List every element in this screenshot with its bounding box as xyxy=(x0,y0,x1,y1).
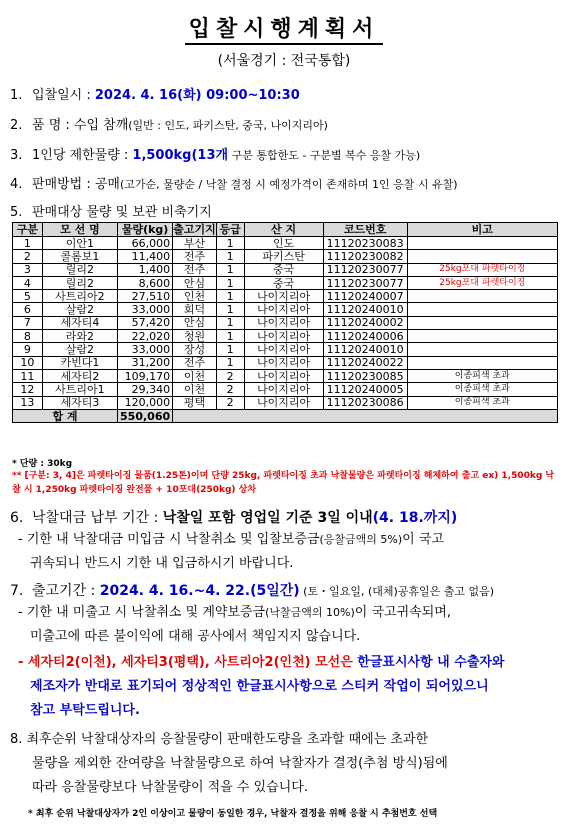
table-row xyxy=(13,237,558,250)
table-cell: 1 xyxy=(216,290,244,303)
table-cell: 파키스탄 xyxy=(244,250,323,263)
section-1: 1. 입찰일시 : 2024. 4. 16(화) 09:00~10:30 xyxy=(10,88,300,103)
table-cell: 6 xyxy=(13,303,43,316)
table-cell: 11120240005 xyxy=(323,383,407,396)
table-row xyxy=(13,263,558,276)
table-cell: 중국 xyxy=(244,263,323,276)
table-cell: 11 xyxy=(13,369,43,382)
table-cell: 전주 xyxy=(173,263,217,276)
table-cell: 안심 xyxy=(173,276,217,289)
table-cell: 카빈다1 xyxy=(42,356,117,369)
table-cell: 회덕 xyxy=(173,303,217,316)
table-cell: 안심 xyxy=(173,316,217,329)
table-cell: 3 xyxy=(13,263,43,276)
column-header: 구분 xyxy=(13,223,43,237)
table-cell: 13 xyxy=(13,396,43,409)
table-cell: 2 xyxy=(216,383,244,396)
table-row xyxy=(13,316,558,329)
table-cell: 29,340 xyxy=(118,383,173,396)
table-cell: 나이지리아 xyxy=(244,383,323,396)
total-value: 550,060 xyxy=(118,409,173,422)
table-cell: 8,600 xyxy=(118,276,173,289)
table-cell: 11120230082 xyxy=(323,250,407,263)
table-cell: 11120240007 xyxy=(323,290,407,303)
table-cell: 1,400 xyxy=(118,263,173,276)
table-cell: 중국 xyxy=(244,276,323,289)
stock-table xyxy=(12,222,558,423)
column-header: 비고 xyxy=(407,223,557,237)
section-3: 3. 1인당 제한물량 : 1,500kg(13개 구분 통합한도 - 구분별 복수 응찰 가능) xyxy=(10,148,421,163)
table-cell: 25kg포대 파렛타이징 xyxy=(407,263,557,276)
table-cell: 1 xyxy=(216,263,244,276)
table-cell: 25kg포대 파렛타이징 xyxy=(407,276,557,289)
page-subtitle: (서울경기 : 전국통합) xyxy=(217,53,351,69)
table-row xyxy=(13,383,558,396)
table-cell: 4 xyxy=(13,276,43,289)
table-cell: 인도 xyxy=(244,237,323,250)
table-row xyxy=(13,290,558,303)
table-cell: 세자티3 xyxy=(42,396,117,409)
table-cell: 11120240006 xyxy=(323,330,407,343)
table-cell: 청원 xyxy=(173,330,217,343)
table-cell: 1 xyxy=(216,303,244,316)
table-cell: 장성 xyxy=(173,343,217,356)
table-cell: 전주 xyxy=(173,250,217,263)
table-row xyxy=(13,250,558,263)
section-8: 8. 최후순위 낙찰대상자의 응찰물량이 판매한도량을 초과할 때에는 초과한 물량을 제외한 잔여량을 낙찰물량으로 하여 낙찰자가 결정(추첨 방식)됨에 따라 응찰물량보다 낙찰물량이 적을 수 있습니다. xyxy=(10,732,448,795)
table-cell: 109,170 xyxy=(118,369,173,382)
table-cell: 22,020 xyxy=(118,330,173,343)
table-cell: 10 xyxy=(13,356,43,369)
table-cell: 1 xyxy=(13,237,43,250)
table-cell: 120,000 xyxy=(118,396,173,409)
table-cell: 인천 xyxy=(173,290,217,303)
table-cell: 11120230086 xyxy=(323,396,407,409)
footnote-pallet: ** [구분: 3, 4]은 파렛타이징 물품(1.25톤)이며 단량 25kg, 파렛타이징 초과 낙찰물량은 파렛타이징 해체하여 출고 ex) 1,500kg 낙찰 시 1,250kg 파렛타이징 완전품 + 10포대(250kg) 상차 xyxy=(12,471,555,495)
table-cell: 이종피색 초과 xyxy=(407,383,557,396)
page-title: 입찰시행계획서 xyxy=(0,12,568,43)
table-cell: 살람2 xyxy=(42,343,117,356)
table-row xyxy=(13,330,558,343)
column-header: 산 지 xyxy=(244,223,323,237)
table-cell: 릴리2 xyxy=(42,263,117,276)
table-cell: 11120230085 xyxy=(323,369,407,382)
table-cell: 11120240002 xyxy=(323,316,407,329)
table-cell xyxy=(407,356,557,369)
table-cell: 릴리2 xyxy=(42,276,117,289)
table-cell: 33,000 xyxy=(118,343,173,356)
table-cell: 사트리아2 xyxy=(42,290,117,303)
table-cell xyxy=(407,343,557,356)
table-cell: 이안1 xyxy=(42,237,117,250)
total-label: 합 계 xyxy=(13,409,118,422)
table-cell: 31,200 xyxy=(118,356,173,369)
table-cell: 살람2 xyxy=(42,303,117,316)
section-2: 2. 품 명 : 수입 참깨(일반 : 인도, 파키스탄, 중국, 나이지리아) xyxy=(10,118,328,133)
table-header-row xyxy=(13,223,558,237)
table-cell: 나이지리아 xyxy=(244,369,323,382)
table-cell: 27,510 xyxy=(118,290,173,303)
table-cell: 이천 xyxy=(173,369,217,382)
table-cell: 나이지리아 xyxy=(244,303,323,316)
table-cell: 사트리아1 xyxy=(42,383,117,396)
table-cell: 11120240010 xyxy=(323,343,407,356)
table-cell xyxy=(407,330,557,343)
total-row xyxy=(13,409,558,422)
table-cell: 1 xyxy=(216,330,244,343)
table-row xyxy=(13,356,558,369)
column-header: 등급 xyxy=(216,223,244,237)
table-cell: 11120230077 xyxy=(323,276,407,289)
table-cell: 이종피색 초과 xyxy=(407,369,557,382)
table-cell: 11120240022 xyxy=(323,356,407,369)
table-cell xyxy=(407,250,557,263)
section-6-detail: - 기한 내 낙찰대금 미입금 시 낙찰취소 및 입찰보증금(응찰금액의 5%)이 국고 귀속되니 반드시 기한 내 입금하시기 바랍니다. xyxy=(18,532,444,571)
table-cell: 콜롬보1 xyxy=(42,250,117,263)
table-cell: 8 xyxy=(13,330,43,343)
footnote-lottery: * 최후 순위 낙찰대상자가 2인 이상이고 물량이 동일한 경우, 낙찰자 결정을 위해 응찰 시 추첨번호 선택 xyxy=(28,809,438,819)
table-row xyxy=(13,343,558,356)
table-cell: 33,000 xyxy=(118,303,173,316)
table-cell xyxy=(407,237,557,250)
section-7: 7. 출고기간 : 2024. 4. 16.~4. 22.(5일간) (토・일요일, (대체)공휴일은 출고 없음) xyxy=(10,583,495,599)
table-cell: 라와2 xyxy=(42,330,117,343)
table-cell: 57,420 xyxy=(118,316,173,329)
column-header: 물량(kg) xyxy=(118,223,173,237)
section-5: 5. 판매대상 물량 및 보관 비축기지 xyxy=(10,205,212,220)
table-cell xyxy=(407,316,557,329)
table-cell: 11120240010 xyxy=(323,303,407,316)
table-cell: 12 xyxy=(13,383,43,396)
column-header: 코드번호 xyxy=(323,223,407,237)
table-cell: 나이지리아 xyxy=(244,290,323,303)
table-cell: 전주 xyxy=(173,356,217,369)
table-cell: 11120230083 xyxy=(323,237,407,250)
table-cell: 1 xyxy=(216,316,244,329)
table-cell: 1 xyxy=(216,250,244,263)
table-cell: 2 xyxy=(216,396,244,409)
table-cell: 세자티2 xyxy=(42,369,117,382)
table-row xyxy=(13,303,558,316)
table-cell: 세자티4 xyxy=(42,316,117,329)
section-7-notice: - 세자티2(이천), 세자티3(평택), 사트리아2(인천) 모선은 한글표시사항 내 수출자와 제조자가 반대로 표기되어 정상적인 한글표시사항으로 스티커 작업이 되어있으니 참고 부탁드립니다. xyxy=(18,655,505,718)
table-cell: 이천 xyxy=(173,383,217,396)
table-cell: 1 xyxy=(216,356,244,369)
table-cell xyxy=(407,303,557,316)
table-cell: 66,000 xyxy=(118,237,173,250)
table-row xyxy=(13,369,558,382)
column-header: 모 선 명 xyxy=(42,223,117,237)
column-header: 출고기지 xyxy=(173,222,216,236)
table-cell: 2 xyxy=(216,369,244,382)
table-cell: 7 xyxy=(13,316,43,329)
table-cell: 5 xyxy=(13,290,43,303)
table-cell: 9 xyxy=(13,343,43,356)
table-cell: 11,400 xyxy=(118,250,173,263)
table-cell: 11120230077 xyxy=(323,263,407,276)
table-row xyxy=(13,396,558,409)
table-row xyxy=(13,276,558,289)
table-cell xyxy=(407,290,557,303)
section-6: 6. 낙찰대금 납부 기간 : 낙찰일 포함 영업일 기준 3일 이내(4. 18.까지) xyxy=(10,510,458,526)
table-cell: 1 xyxy=(216,276,244,289)
table-cell: 나이지리아 xyxy=(244,330,323,343)
section-4: 4. 판매방법 : 공매(고가순, 물량순 / 낙찰 결정 시 예정가격이 존재하며 1인 응찰 시 유찰) xyxy=(10,177,458,192)
table-cell: 나이지리아 xyxy=(244,343,323,356)
table-cell: 나이지리아 xyxy=(244,396,323,409)
table-cell: 1 xyxy=(216,237,244,250)
table-cell: 1 xyxy=(216,343,244,356)
table-cell: 이종피색 초과 xyxy=(407,396,557,409)
table-cell: 나이지리아 xyxy=(244,356,323,369)
table-cell: 나이지리아 xyxy=(244,316,323,329)
table-cell: 2 xyxy=(13,250,43,263)
table-cell: 평택 xyxy=(173,396,217,409)
table-cell: 부산 xyxy=(173,237,217,250)
footnote-unit: * 단량 : 30kg xyxy=(12,459,73,469)
section-7-detail: - 기한 내 미출고 시 낙찰취소 및 계약보증금(낙찰금액의 10%)이 국고귀속되며, 미출고에 따른 불이익에 대해 공사에서 책임지지 않습니다. xyxy=(18,605,451,644)
